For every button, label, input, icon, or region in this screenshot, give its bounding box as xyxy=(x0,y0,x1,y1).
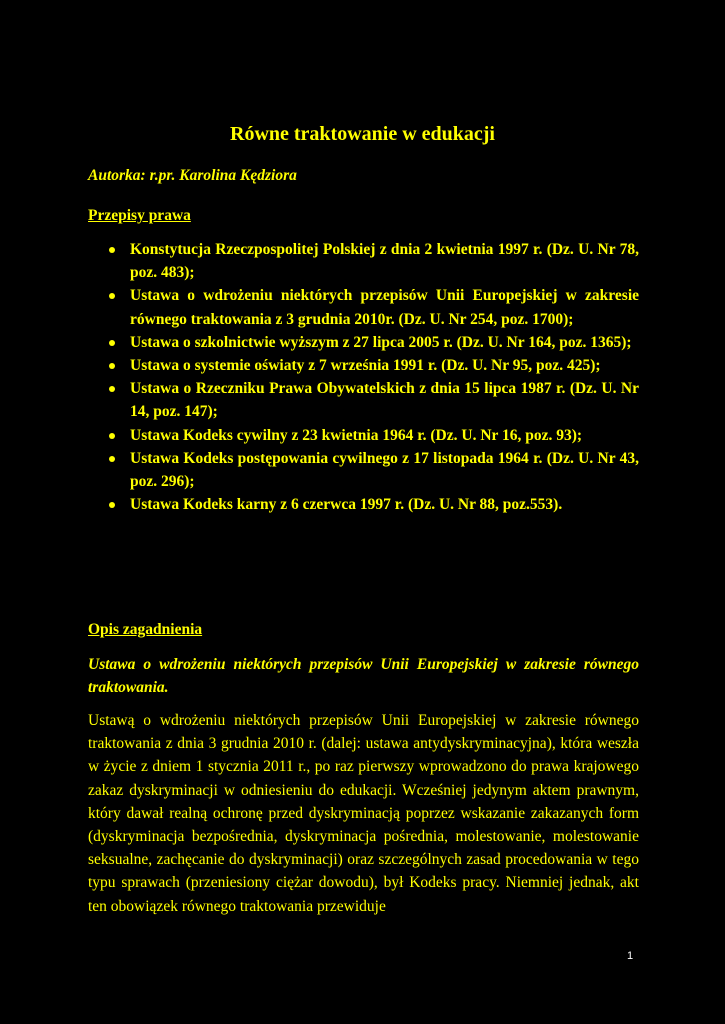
law-item-text: Ustawa o Rzeczniku Prawa Obywatelskich z dnia 15 lipca 1987 r. (Dz. U. Nr 14, poz. 147); xyxy=(130,380,639,421)
law-item xyxy=(88,354,639,377)
law-item-text: Ustawa Kodeks karny z 6 czerwca 1997 r. (Dz. U. Nr 88, poz.553). xyxy=(130,496,563,514)
bullet-icon xyxy=(109,247,115,253)
law-item xyxy=(88,447,639,493)
law-item-text: Ustawa Kodeks postępowania cywilnego z 17 listopada 1964 r. (Dz. U. Nr 43, poz. 296); xyxy=(130,449,639,491)
bullet-icon xyxy=(109,340,115,346)
bullet-icon xyxy=(109,456,115,462)
page-number: 1 xyxy=(627,950,634,962)
law-item xyxy=(88,493,639,516)
law-item-text: Ustawa Kodeks cywilny z 23 kwietnia 1964 r. (Dz. U. Nr 16, poz. 93); xyxy=(130,426,583,444)
bullet-icon xyxy=(109,502,115,508)
law-item xyxy=(88,238,639,284)
law-item-text: Ustawa o szkolnictwie wyższym z 27 lipca 2005 r. (Dz. U. Nr 164, poz. 1365); xyxy=(130,333,632,351)
bullet-icon xyxy=(109,363,115,369)
law-item xyxy=(88,424,639,447)
legal-section-heading: Przepisy prawa xyxy=(88,207,191,224)
law-item xyxy=(88,377,639,423)
law-item-text: Ustawa o wdrożeniu niektórych przepisów Unii Europejskiej w zakresie równego traktowania z 3 grudnia 2010r. (Dz. U. Nr 254, poz. 1700); xyxy=(130,287,639,328)
description-heading: Opis zagadnienia xyxy=(88,621,203,638)
body-paragraph: Ustawą o wdrożeniu niektórych przepisów Unii Europejskiej w zakresie równego traktowania z dnia 3 grudnia 2010 r. (dalej: ustawa antydyskryminacyjna), która weszła w życie z dniem 1 stycznia 2011 r., po raz pierwszy wprowadzono do prawa krajowego zakaz dyskryminacji w odniesieniu do edukacji. Wcześniej jedynym aktem prawnym, który dawał realną ochronę przed dyskryminacją poprzez wskazanie zakazanych form (dyskryminacja bezpośrednia, dyskryminacja pośrednia, molestowanie, molestowanie seksualne, zachęcanie do dyskryminacji) oraz szczególnych zasad procedowania w tego typu sprawach (przeniesiony ciężar dowodu), był Kodeks pracy. Niemniej jednak, akt ten obowiązek równego traktowania przewiduje xyxy=(88,712,639,915)
document-title: Równe traktowanie w edukacji xyxy=(230,123,495,145)
author-line: Autorka: r.pr. Karolina Kędziora xyxy=(88,167,297,184)
law-item-text: Ustawa o systemie oświaty z 7 września 1991 r. (Dz. U. Nr 95, poz. 425); xyxy=(130,357,601,375)
subheading: Ustawa o wdrożeniu niektórych przepisów Unii Europejskiej w zakresie równego traktowania. xyxy=(88,656,639,696)
bullet-icon xyxy=(109,433,115,439)
law-item-text: Konstytucja Rzeczpospolitej Polskiej z dnia 2 kwietnia 1997 r. (Dz. U. Nr 78, poz. 483); xyxy=(130,241,639,282)
law-item xyxy=(88,284,639,330)
bullet-icon xyxy=(109,386,115,392)
law-item xyxy=(88,331,639,354)
law-list xyxy=(88,238,639,516)
bullet-icon xyxy=(109,293,115,299)
